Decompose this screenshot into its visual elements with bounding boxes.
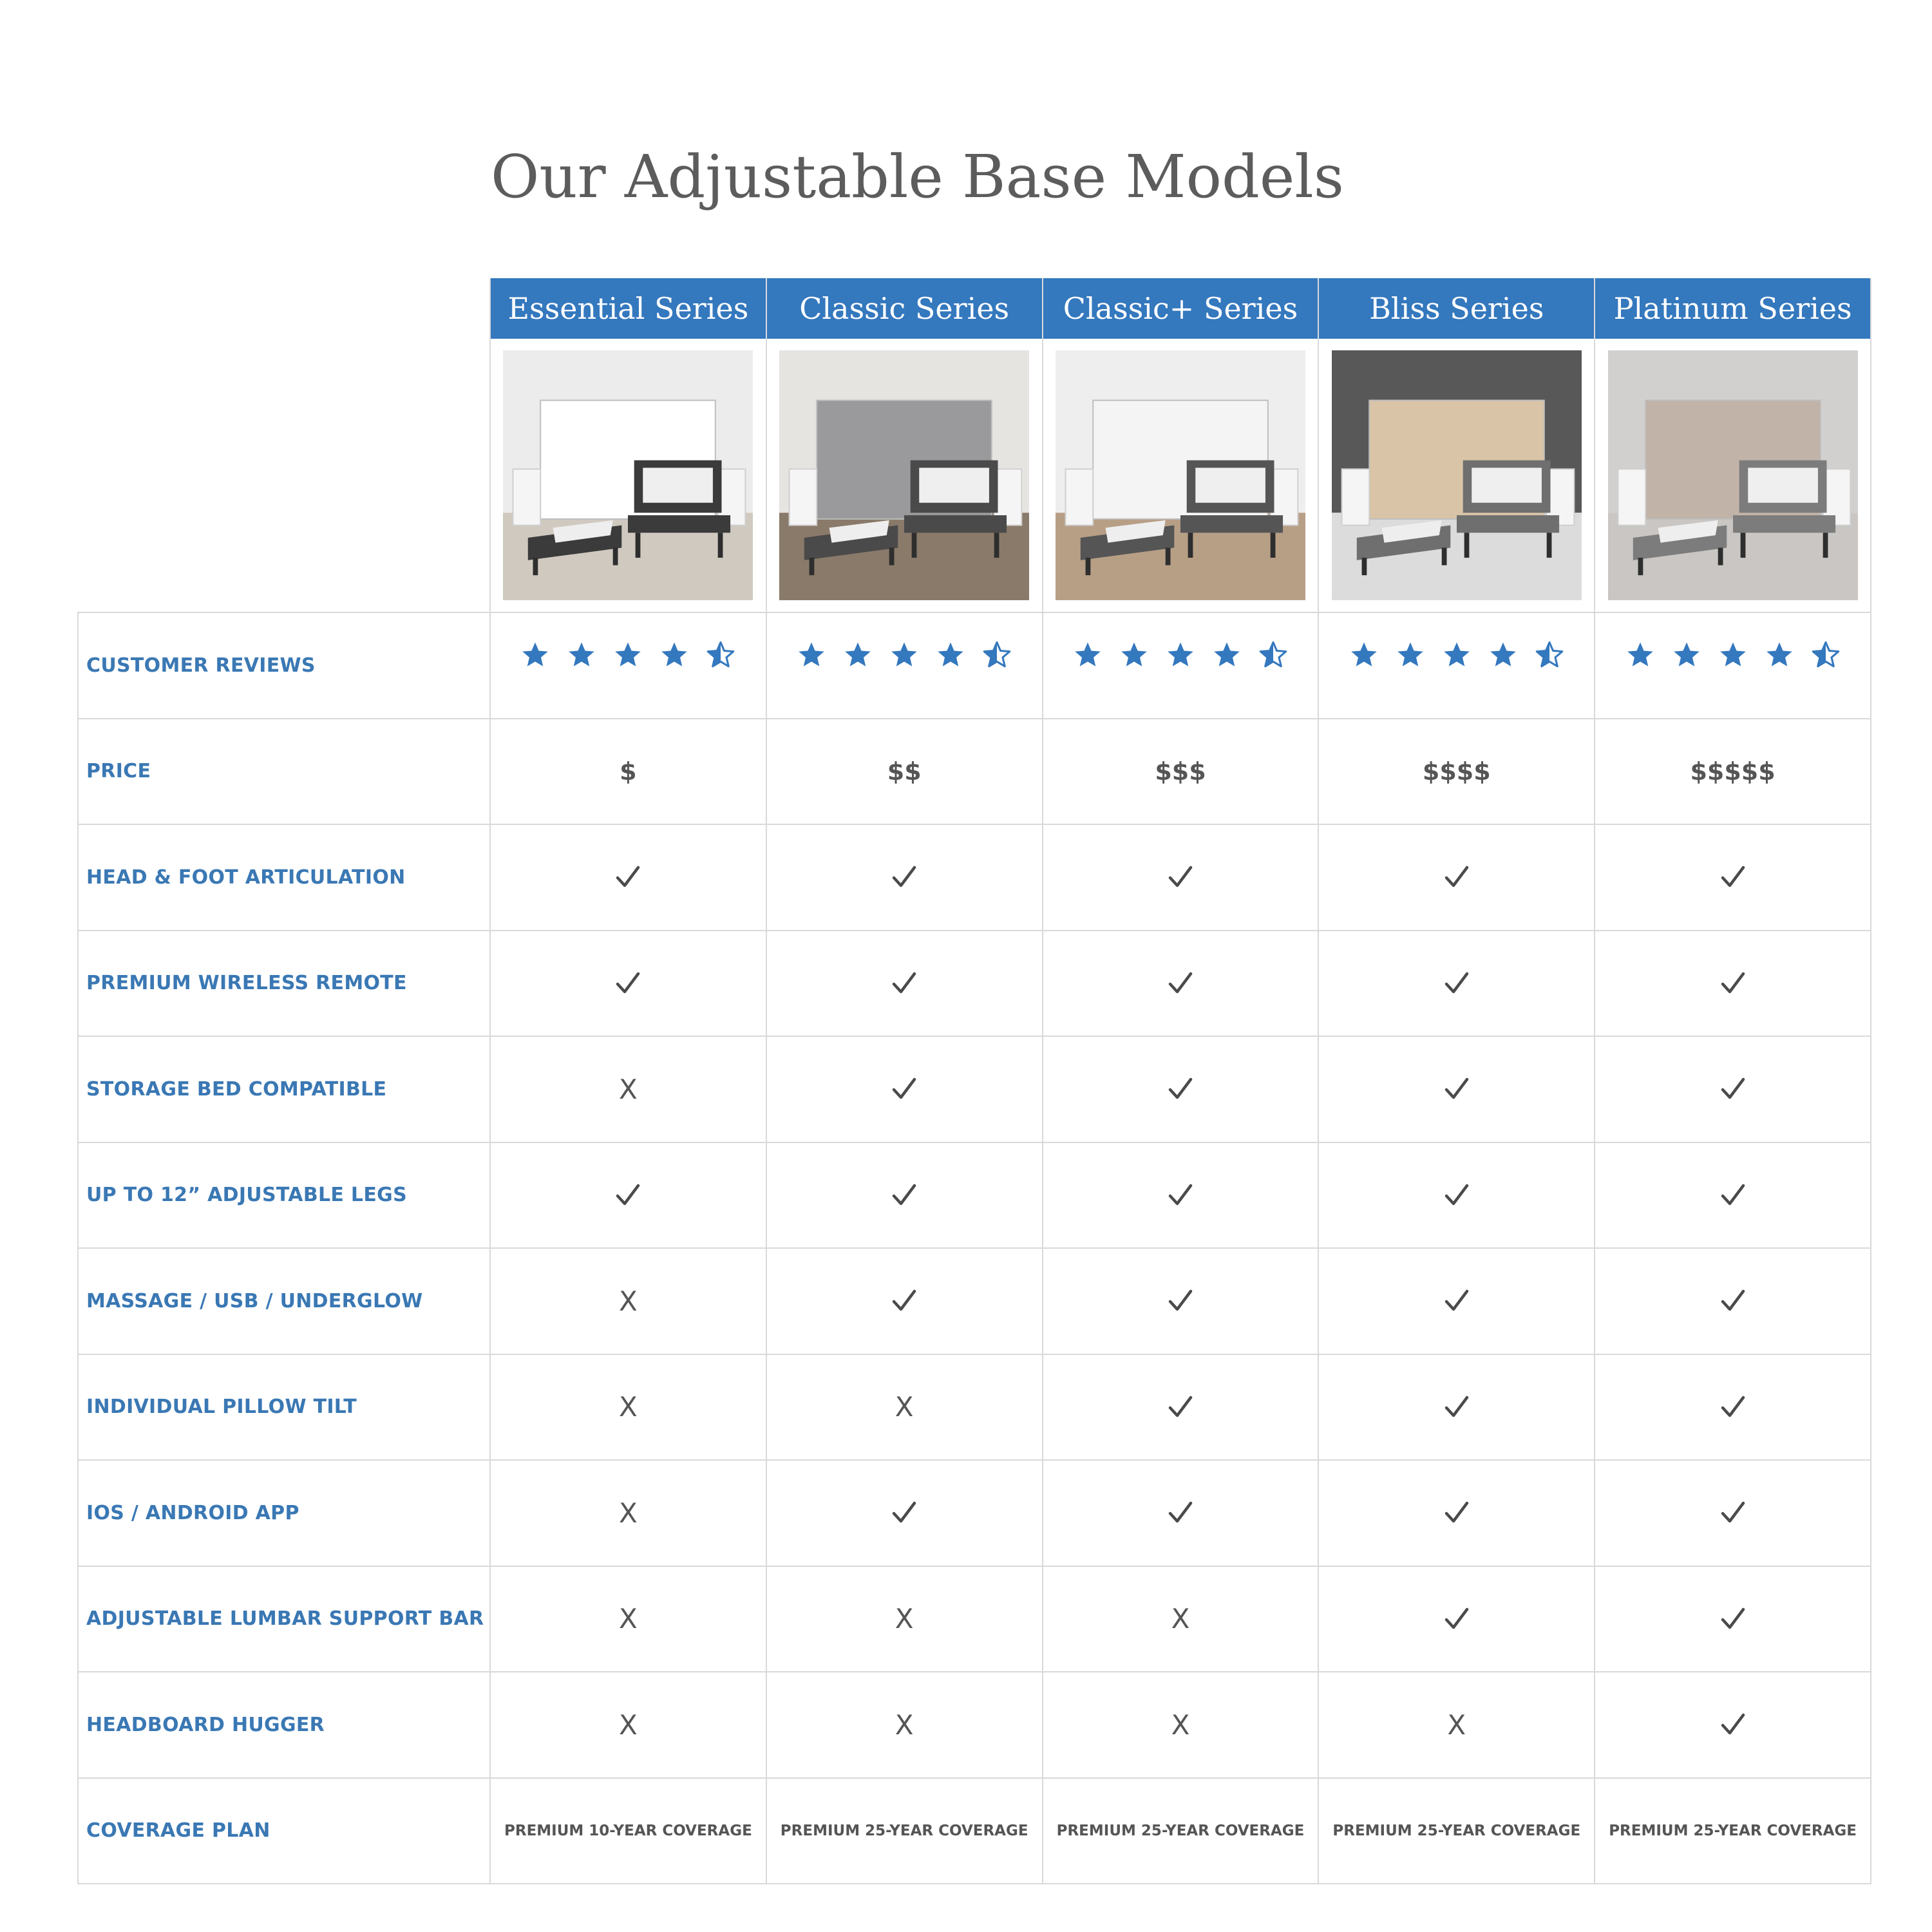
check-icon bbox=[1444, 1289, 1469, 1313]
feature-value-cell bbox=[1043, 931, 1319, 1037]
check-icon bbox=[1168, 1501, 1193, 1525]
feature-row bbox=[78, 1566, 1871, 1672]
star-icon bbox=[1166, 640, 1195, 670]
series-header-platinum: Platinum Series bbox=[1595, 278, 1871, 339]
check-icon bbox=[1444, 1077, 1469, 1101]
check-icon bbox=[892, 1183, 916, 1208]
feature-value-cell bbox=[766, 1142, 1043, 1249]
check-icon bbox=[892, 1077, 916, 1101]
feature-value-cell bbox=[1318, 1566, 1595, 1672]
feature-value-cell bbox=[1595, 824, 1871, 931]
cross-icon: X bbox=[1447, 1709, 1466, 1741]
feature-row bbox=[78, 1248, 1871, 1354]
feature-label: ADJUSTABLE LUMBAR SUPPORT BAR bbox=[78, 1566, 490, 1672]
feature-row bbox=[78, 1354, 1871, 1461]
price-cell bbox=[1318, 719, 1595, 825]
check-icon bbox=[1721, 1501, 1745, 1525]
rating-cell bbox=[766, 612, 1043, 719]
feature-value-cell bbox=[1318, 1036, 1595, 1142]
feature-value-cell bbox=[766, 931, 1043, 1037]
check-icon bbox=[1444, 971, 1469, 996]
star-icon bbox=[843, 640, 873, 670]
star-icon bbox=[1488, 640, 1518, 670]
star-icon bbox=[1718, 640, 1748, 670]
feature-row bbox=[78, 1036, 1871, 1142]
feature-value-cell bbox=[1318, 824, 1595, 931]
cross-icon: X bbox=[619, 1391, 638, 1423]
cross-icon: X bbox=[895, 1603, 914, 1635]
feature-value-cell bbox=[1595, 931, 1871, 1037]
star-icon bbox=[797, 640, 826, 670]
star-icon bbox=[1073, 640, 1103, 670]
check-icon bbox=[1444, 1607, 1469, 1631]
star-icon bbox=[659, 640, 689, 670]
feature-value-cell bbox=[1043, 1036, 1319, 1142]
check-icon bbox=[1444, 1501, 1469, 1525]
feature-value-cell bbox=[1043, 1460, 1319, 1566]
feature-value-cell bbox=[490, 824, 766, 931]
feature-value-cell bbox=[490, 1460, 766, 1566]
coverage-cell bbox=[490, 1778, 766, 1884]
product-image-cell bbox=[1595, 339, 1871, 612]
feature-value-cell bbox=[1318, 931, 1595, 1037]
bedroom-photo-icon bbox=[1332, 350, 1582, 600]
check-icon bbox=[892, 1289, 916, 1313]
feature-value-cell bbox=[1318, 1460, 1595, 1566]
half-star-icon bbox=[1258, 640, 1288, 670]
reviews-row bbox=[78, 612, 1871, 719]
cross-icon: X bbox=[1171, 1709, 1190, 1741]
check-icon bbox=[892, 865, 916, 889]
page-title: Our Adjustable Base Models bbox=[491, 142, 1344, 211]
star-icon bbox=[1625, 640, 1655, 670]
star-icon bbox=[1119, 640, 1149, 670]
row-label-coverage: COVERAGE PLAN bbox=[78, 1778, 490, 1884]
star-icon bbox=[936, 640, 965, 670]
star-icon bbox=[1212, 640, 1242, 670]
check-icon bbox=[1721, 865, 1745, 889]
rating-cell bbox=[1043, 612, 1319, 719]
bedroom-photo-icon bbox=[779, 350, 1029, 600]
star-rating bbox=[491, 640, 766, 670]
product-image-classic-plus[interactable] bbox=[1056, 350, 1305, 600]
feature-value-cell bbox=[490, 1036, 766, 1142]
coverage-cell bbox=[1318, 1778, 1595, 1884]
price-cell bbox=[1043, 719, 1319, 825]
check-icon bbox=[1721, 1607, 1745, 1631]
feature-row bbox=[78, 931, 1871, 1037]
feature-label: UP TO 12” ADJUSTABLE LEGS bbox=[78, 1142, 490, 1249]
coverage-value: PREMIUM 25-YEAR COVERAGE bbox=[1609, 1822, 1857, 1839]
star-rating bbox=[1319, 640, 1594, 670]
feature-value-cell bbox=[766, 1672, 1043, 1778]
image-spacer bbox=[78, 339, 490, 612]
feature-label: HEADBOARD HUGGER bbox=[78, 1672, 490, 1778]
check-icon bbox=[1721, 1077, 1745, 1101]
coverage-value: PREMIUM 25-YEAR COVERAGE bbox=[780, 1822, 1028, 1839]
cross-icon: X bbox=[619, 1073, 638, 1105]
product-image-cell bbox=[766, 339, 1043, 612]
check-icon bbox=[1721, 1289, 1745, 1313]
star-icon bbox=[889, 640, 919, 670]
check-icon bbox=[1168, 1395, 1193, 1419]
star-rating bbox=[1595, 640, 1870, 670]
rating-cell bbox=[1318, 612, 1595, 719]
feature-value-cell bbox=[766, 1460, 1043, 1566]
cross-icon: X bbox=[619, 1285, 638, 1317]
check-icon bbox=[892, 1501, 916, 1525]
price-value: $ bbox=[620, 757, 637, 786]
feature-value-cell bbox=[1595, 1248, 1871, 1354]
price-cell bbox=[766, 719, 1043, 825]
check-icon bbox=[1444, 1395, 1469, 1419]
star-rating bbox=[767, 640, 1042, 670]
feature-value-cell bbox=[1318, 1142, 1595, 1249]
check-icon bbox=[1168, 971, 1193, 996]
feature-value-cell bbox=[490, 1566, 766, 1672]
coverage-value: PREMIUM 25-YEAR COVERAGE bbox=[1056, 1822, 1305, 1839]
coverage-row bbox=[78, 1778, 1871, 1884]
series-header-row bbox=[78, 278, 1871, 339]
rating-cell bbox=[490, 612, 766, 719]
product-image-cell bbox=[1318, 339, 1595, 612]
feature-value-cell bbox=[766, 1248, 1043, 1354]
feature-value-cell bbox=[1043, 1142, 1319, 1249]
coverage-cell bbox=[1043, 1778, 1319, 1884]
price-cell bbox=[1595, 719, 1871, 825]
star-icon bbox=[613, 640, 643, 670]
feature-value-cell bbox=[1595, 1566, 1871, 1672]
feature-value-cell bbox=[766, 824, 1043, 931]
feature-row bbox=[78, 1142, 1871, 1249]
comparison-table bbox=[77, 278, 1871, 1884]
feature-row bbox=[78, 1460, 1871, 1566]
feature-value-cell bbox=[1318, 1248, 1595, 1354]
product-image-classic[interactable] bbox=[779, 350, 1029, 600]
half-star-icon bbox=[1535, 640, 1564, 670]
feature-label: HEAD & FOOT ARTICULATION bbox=[78, 824, 490, 931]
bedroom-photo-icon bbox=[1056, 350, 1305, 600]
feature-value-cell bbox=[490, 1354, 766, 1461]
feature-label: STORAGE BED COMPATIBLE bbox=[78, 1036, 490, 1142]
product-image-cell bbox=[490, 339, 766, 612]
price-value: $$$$ bbox=[1422, 757, 1491, 786]
star-icon bbox=[1765, 640, 1794, 670]
feature-value-cell bbox=[1318, 1354, 1595, 1461]
bedroom-photo-icon bbox=[1608, 350, 1858, 600]
check-icon bbox=[616, 865, 640, 889]
cross-icon: X bbox=[895, 1709, 914, 1741]
feature-value-cell bbox=[766, 1036, 1043, 1142]
half-star-icon bbox=[1811, 640, 1841, 670]
series-header-bliss: Bliss Series bbox=[1318, 278, 1595, 339]
price-row bbox=[78, 719, 1871, 825]
check-icon bbox=[616, 971, 640, 996]
half-star-icon bbox=[706, 640, 735, 670]
coverage-cell bbox=[1595, 1778, 1871, 1884]
comparison-table-container bbox=[77, 278, 1871, 1884]
product-image-essential[interactable] bbox=[503, 350, 753, 600]
feature-value-cell bbox=[1595, 1672, 1871, 1778]
feature-value-cell bbox=[490, 1142, 766, 1249]
star-rating bbox=[1043, 640, 1318, 670]
product-image-bliss[interactable] bbox=[1332, 350, 1582, 600]
star-icon bbox=[1396, 640, 1425, 670]
feature-value-cell bbox=[1595, 1142, 1871, 1249]
check-icon bbox=[1168, 865, 1193, 889]
feature-value-cell bbox=[1043, 1566, 1319, 1672]
check-icon bbox=[616, 1183, 640, 1208]
check-icon bbox=[1168, 1289, 1193, 1313]
star-icon bbox=[567, 640, 596, 670]
price-value: $$$ bbox=[1155, 757, 1206, 786]
bedroom-photo-icon bbox=[503, 350, 753, 600]
feature-value-cell bbox=[1595, 1460, 1871, 1566]
coverage-value: PREMIUM 25-YEAR COVERAGE bbox=[1332, 1822, 1581, 1839]
feature-value-cell bbox=[1043, 1354, 1319, 1461]
row-label-price: PRICE bbox=[78, 719, 490, 825]
feature-value-cell bbox=[1318, 1672, 1595, 1778]
price-value: $$ bbox=[887, 757, 922, 786]
check-icon bbox=[892, 971, 916, 996]
series-header-essential: Essential Series bbox=[490, 278, 766, 339]
feature-value-cell bbox=[1043, 824, 1319, 931]
feature-label: IOS / ANDROID APP bbox=[78, 1460, 490, 1566]
star-icon bbox=[1442, 640, 1472, 670]
check-icon bbox=[1444, 865, 1469, 889]
star-icon bbox=[1672, 640, 1701, 670]
check-icon bbox=[1444, 1183, 1469, 1208]
cross-icon: X bbox=[619, 1497, 638, 1529]
feature-value-cell bbox=[490, 931, 766, 1037]
feature-value-cell bbox=[490, 1672, 766, 1778]
feature-label: MASSAGE / USB / UNDERGLOW bbox=[78, 1248, 490, 1354]
check-icon bbox=[1721, 971, 1745, 996]
feature-row bbox=[78, 824, 1871, 931]
feature-label: PREMIUM WIRELESS REMOTE bbox=[78, 931, 490, 1037]
feature-value-cell bbox=[766, 1354, 1043, 1461]
coverage-value: PREMIUM 10-YEAR COVERAGE bbox=[504, 1822, 752, 1839]
feature-value-cell bbox=[1595, 1036, 1871, 1142]
cross-icon: X bbox=[895, 1391, 914, 1423]
feature-value-cell bbox=[1043, 1672, 1319, 1778]
price-cell bbox=[490, 719, 766, 825]
cross-icon: X bbox=[619, 1709, 638, 1741]
price-value: $$$$$ bbox=[1690, 757, 1776, 786]
cross-icon: X bbox=[619, 1603, 638, 1635]
product-image-cell bbox=[1043, 339, 1319, 612]
check-icon bbox=[1168, 1183, 1193, 1208]
series-header-classic-plus: Classic+ Series bbox=[1043, 278, 1319, 339]
series-header-classic: Classic Series bbox=[766, 278, 1043, 339]
feature-value-cell bbox=[490, 1248, 766, 1354]
star-icon bbox=[1349, 640, 1379, 670]
star-icon bbox=[520, 640, 550, 670]
half-star-icon bbox=[982, 640, 1012, 670]
feature-label: INDIVIDUAL PILLOW TILT bbox=[78, 1354, 490, 1461]
check-icon bbox=[1721, 1183, 1745, 1208]
check-icon bbox=[1721, 1712, 1745, 1737]
product-image-platinum[interactable] bbox=[1608, 350, 1858, 600]
feature-value-cell bbox=[1595, 1354, 1871, 1461]
cross-icon: X bbox=[1171, 1603, 1190, 1635]
feature-row bbox=[78, 1672, 1871, 1778]
feature-value-cell bbox=[766, 1566, 1043, 1672]
product-image-row bbox=[78, 339, 1871, 612]
check-icon bbox=[1721, 1395, 1745, 1419]
check-icon bbox=[1168, 1077, 1193, 1101]
rating-cell bbox=[1595, 612, 1871, 719]
feature-value-cell bbox=[1043, 1248, 1319, 1354]
row-label-reviews: CUSTOMER REVIEWS bbox=[78, 612, 490, 719]
coverage-cell bbox=[766, 1778, 1043, 1884]
header-spacer bbox=[78, 278, 490, 339]
